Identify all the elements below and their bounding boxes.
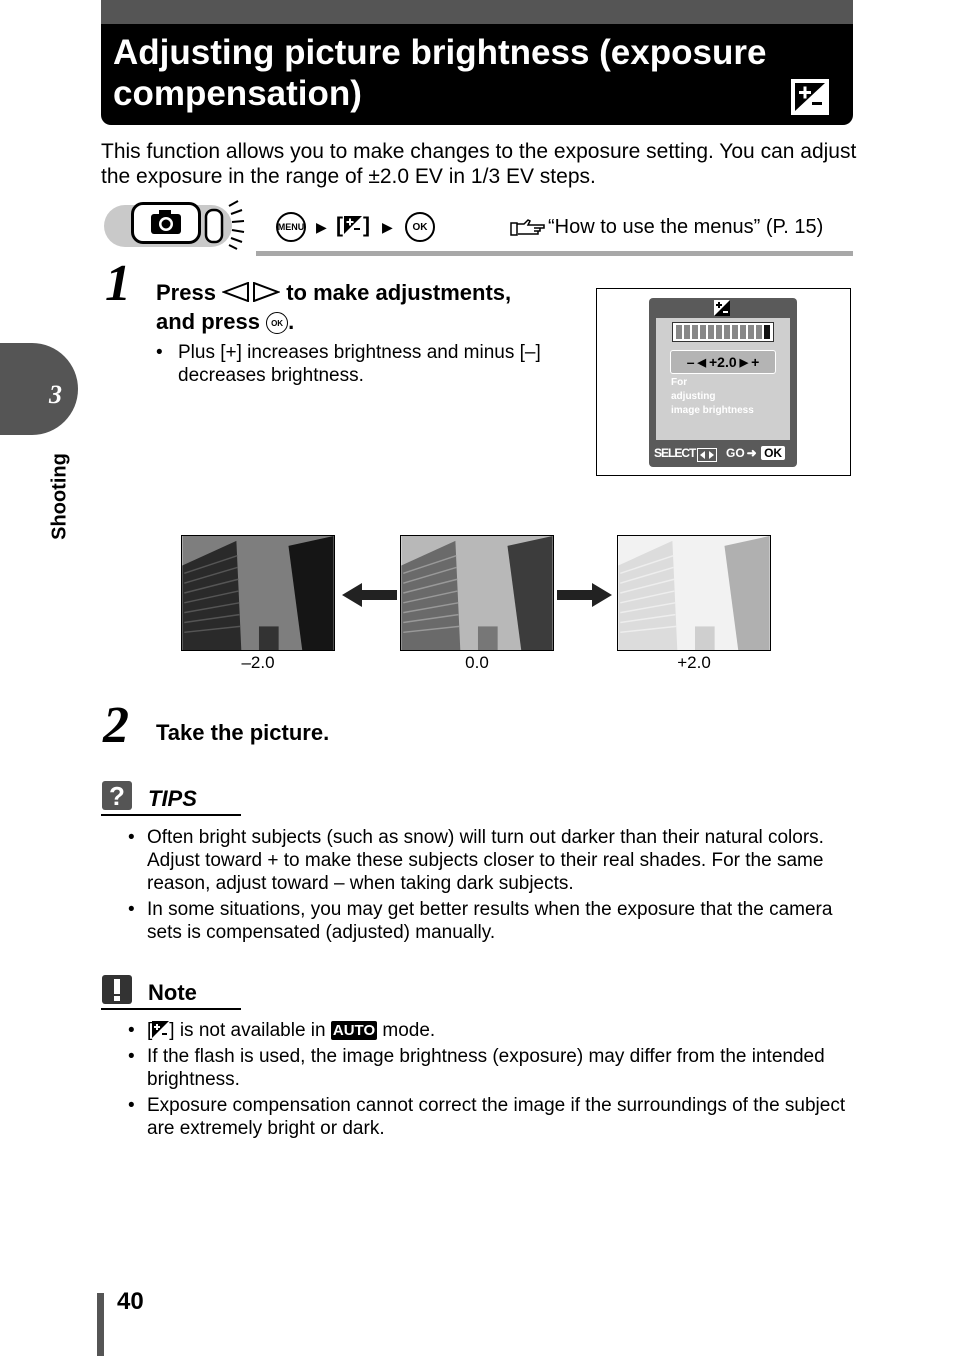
exposure-compensation-icon [152, 1021, 169, 1038]
ok-button-icon: OK [266, 312, 288, 334]
list-item: • If the flash is used, the image brightness (exposure) may differ from the intended brightness. [101, 1045, 861, 1091]
chapter-label: Shooting [48, 453, 71, 540]
bracket-close: ] [363, 214, 370, 237]
note-text: [ [147, 1020, 153, 1041]
list-item: • Exposure compensation cannot correct the image if the surroundings of the subject are extremely bright or dark. [101, 1094, 861, 1140]
chapter-number: 3 [49, 380, 62, 409]
step-title-part: . [288, 309, 295, 334]
brightness-level-bar [672, 322, 774, 342]
page-title: Adjusting picture brightness (exposure compensation) [113, 33, 767, 113]
note-heading: Note [148, 980, 197, 1005]
tips-heading: TIPS [148, 786, 197, 811]
note-text: ] is not available in [169, 1020, 326, 1041]
arrow-right-icon [557, 583, 612, 607]
left-right-arrows-icon [697, 448, 717, 462]
question-icon [102, 781, 132, 810]
menu-path-exposure [336, 214, 370, 238]
photo-caption: +2.0 [677, 653, 711, 672]
bracket-open: [ [336, 214, 343, 237]
exposure-value-selector [670, 350, 776, 374]
camera-icon [134, 205, 198, 241]
photo-bright-exposure [617, 535, 771, 651]
exposure-compensation-icon [790, 78, 830, 116]
photo-dark-exposure [181, 535, 335, 651]
lcd-desc-line: For [671, 377, 688, 388]
svg-text:?: ? [109, 781, 125, 810]
mode-dial-indicator-icon [204, 200, 248, 250]
left-right-arrows-icon [222, 282, 280, 302]
photo-caption: –2.0 [241, 653, 275, 672]
arrow-right-icon: ▶ [382, 219, 393, 235]
page-number: 40 [117, 1288, 144, 1315]
divider [101, 1008, 241, 1010]
divider [101, 814, 241, 816]
step-title-part: to make adjustments, [286, 280, 512, 305]
minus-label: – [686, 354, 695, 370]
lcd-desc-line: image brightness [671, 405, 754, 416]
arrow-right-icon: ▶ [739, 356, 749, 369]
menu-button-icon: MENU [276, 212, 306, 242]
go-text: GO [726, 446, 745, 460]
intro-paragraph: This function allows you to make changes to the exposure setting. You can adjust the exposure in the range of ±2.0 EV in 1/3 EV steps. [101, 140, 857, 188]
plus-label: + [751, 354, 760, 370]
list-item [101, 1019, 861, 1042]
exposure-compensation-icon [343, 215, 363, 235]
arrow-left-icon [342, 583, 397, 607]
select-text: SELECT [654, 446, 696, 460]
note-text: mode. [382, 1020, 436, 1041]
exposure-value: +2.0 [708, 354, 737, 370]
arrow-left-icon: ◀ [697, 356, 706, 369]
exposure-compensation-icon [714, 300, 730, 316]
step-bullet [156, 341, 576, 387]
exclamation-icon [102, 975, 132, 1004]
header-top-band [101, 0, 853, 24]
auto-mode-badge: AUTO [332, 1022, 376, 1039]
bullet-dot: • [156, 342, 163, 363]
page-number-bar [97, 1293, 104, 1356]
menu-reference-text: “How to use the menus” (P. 15) [548, 216, 824, 238]
step-title: Take the picture. [156, 720, 330, 745]
ok-button-icon: OK [405, 212, 435, 242]
lcd-description [671, 376, 754, 418]
photo-caption: 0.0 [465, 653, 489, 672]
reference-hand-icon [510, 219, 546, 237]
list-item: • Often bright subjects (such as snow) will turn out darker than their natural colors. Adjust toward + to make these subjects closer to their real shades. For the same reason, adjust toward – when taking dark subjects. [101, 826, 861, 895]
divider [256, 251, 853, 256]
photo-normal-exposure [400, 535, 554, 651]
tips-list [101, 826, 861, 944]
step-number: 2 [103, 697, 129, 754]
step-number: 1 [105, 255, 131, 312]
bullet-text: Plus [+] increases brightness and minus [–] decreases brightness. [178, 342, 541, 386]
step-title-part: and press [156, 309, 260, 334]
lcd-select-label [654, 446, 695, 460]
chapter-tab [0, 343, 78, 435]
note-list [101, 1019, 861, 1140]
list-item: • In some situations, you may get better results when the exposure that the camera sets is compensated (adjusted) manually. [101, 898, 861, 944]
ok-badge: OK [761, 446, 785, 460]
lcd-desc-line: adjusting [671, 391, 716, 402]
step-title-part: Press [156, 280, 216, 305]
camera-mode-icon [131, 202, 201, 244]
step-title [156, 278, 576, 336]
lcd-go-label: GO ➜ OK [726, 446, 785, 460]
arrow-right-icon: ▶ [316, 219, 327, 235]
